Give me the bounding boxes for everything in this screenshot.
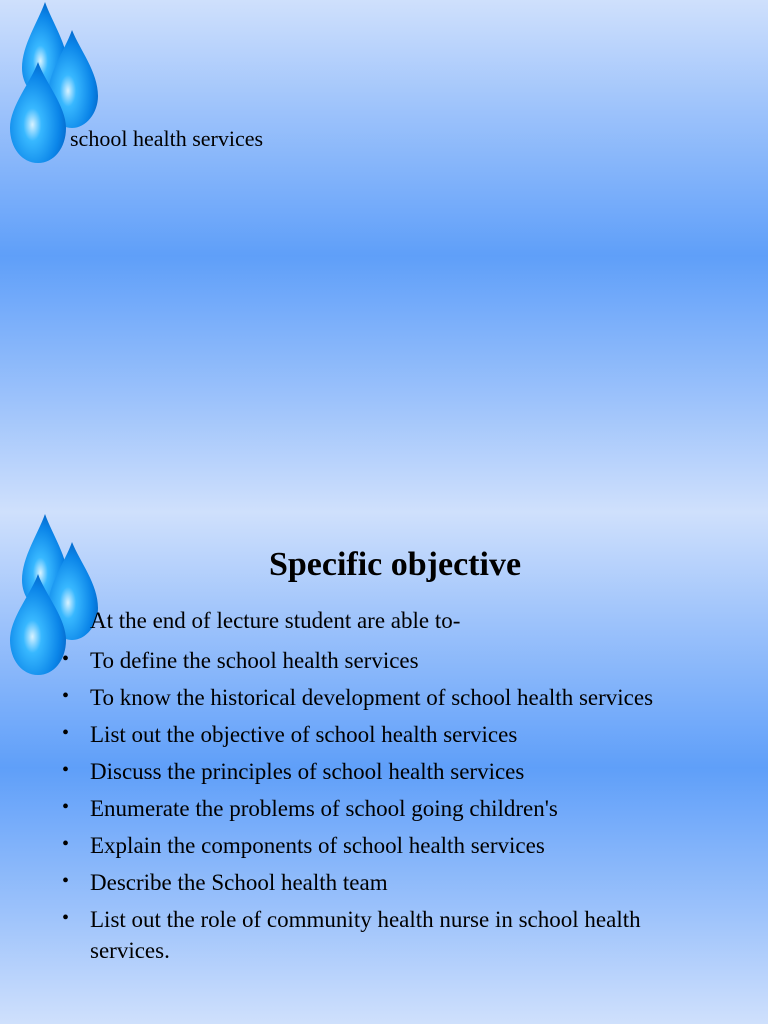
list-item-text: Discuss the principles of school health services	[90, 759, 525, 784]
bullet-icon: •	[62, 685, 70, 707]
slide-heading: Specific objective	[268, 546, 522, 583]
list-item-text: Explain the components of school health services	[90, 833, 545, 858]
list-item	[62, 682, 712, 713]
list-item-text: Describe the School health team	[90, 870, 388, 895]
list-item-text: List out the objective of school health services	[90, 722, 518, 747]
bullet-icon: •	[62, 833, 70, 855]
bullet-icon: •	[62, 907, 70, 929]
slide-2	[0, 512, 768, 1024]
list-item	[62, 645, 712, 676]
list-item-text: List out the role of community health nurse in school health services.	[90, 907, 641, 963]
list-item-text: To know the historical development of school health services	[90, 685, 654, 710]
bullet-icon: •	[62, 648, 70, 670]
bullet-icon: •	[62, 759, 70, 781]
list-item	[62, 756, 712, 787]
slide-title: school health services	[70, 126, 264, 151]
bullet-icon: •	[62, 796, 70, 818]
list-item	[62, 904, 712, 966]
list-item	[62, 793, 712, 824]
list-item-text: Enumerate the problems of school going children's	[90, 796, 558, 821]
list-item	[62, 719, 712, 750]
intro-text: At the end of lecture student are able to-	[90, 608, 461, 633]
list-item	[62, 830, 712, 861]
list-item	[62, 867, 712, 898]
bullet-icon: •	[62, 870, 70, 892]
bullet-icon: •	[62, 722, 70, 744]
objective-list	[62, 645, 712, 972]
list-item-text: To define the school health services	[90, 648, 419, 673]
